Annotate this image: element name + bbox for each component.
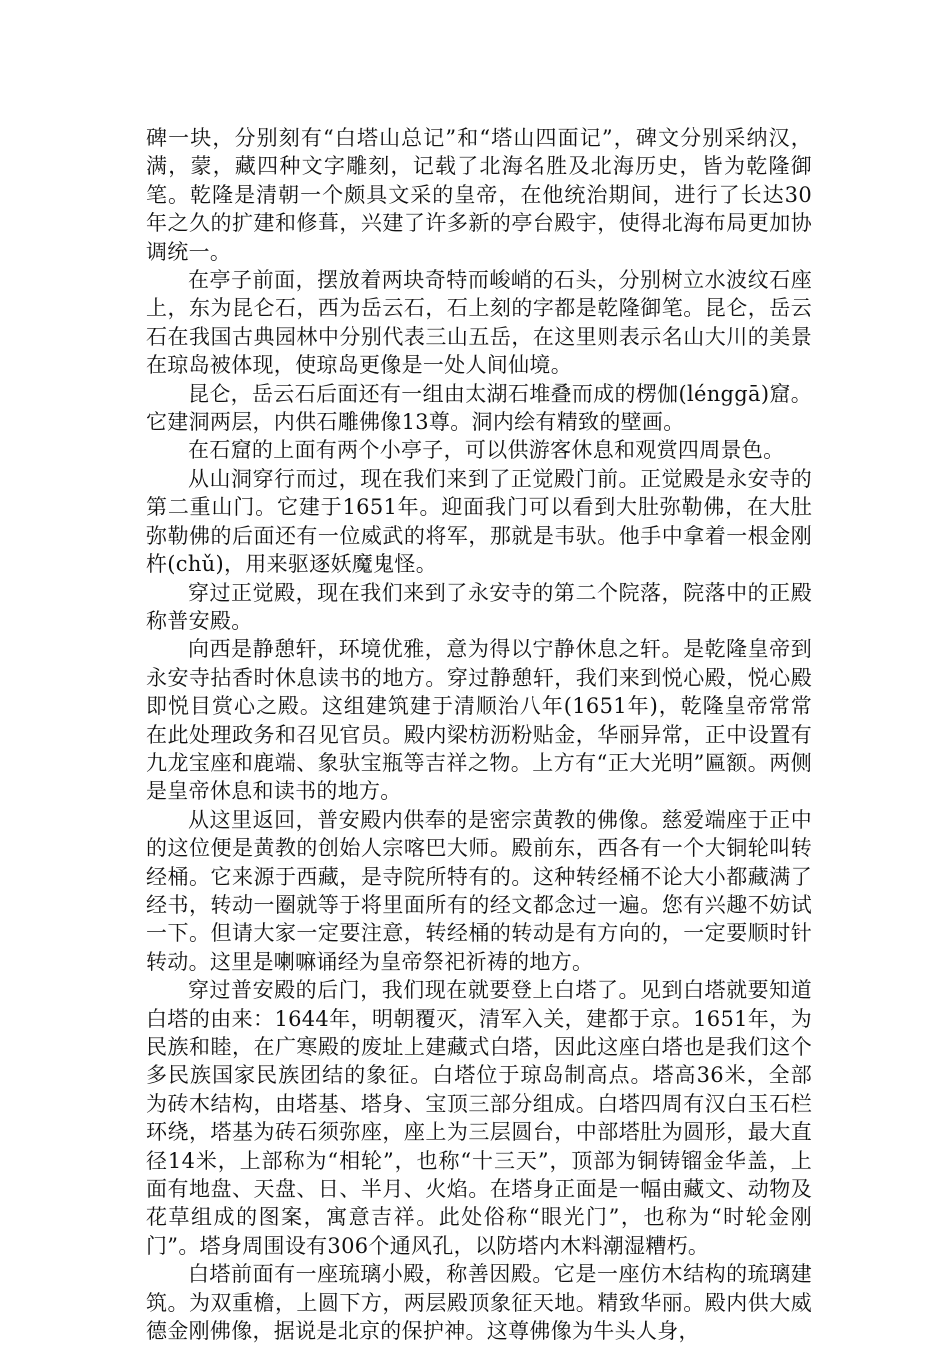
paragraph-10: 白塔前面有一座琉璃小殿，称善因殿。它是一座仿木结构的琉璃建筑。为双重檐，上圆下方，两层殿顶象征天地。精致华丽。殿内供大威德金刚佛像，据说是北京的保护神。这尊佛像为牛头人身，	[146, 1262, 812, 1344]
paragraph-8: 从这里返回，普安殿内供奉的是密宗黄教的佛像。慈爱端座于正中的这位便是黄教的创始人宗喀巴大师。殿前东，西各有一个大铜轮叫转经桶。它来源于西藏，是寺院所特有的。这种转经桶不论大小都藏满了经书，转动一圈就等于将里面所有的经文都念过一遍。您有兴趣不妨试一下。但请大家一定要注意，转经桶的转动是有方向的，一定要顺时针转动。这里是喇嘛诵经为皇帝祭祀祈祷的地方。	[146, 807, 812, 974]
paragraph-3: 昆仑，岳云石后面还有一组由太湖石堆叠而成的楞伽(lénggā)窟。它建洞两层，内供石雕佛像13尊。洞内绘有精致的壁画。	[146, 381, 812, 435]
paragraph-9: 穿过普安殿的后门，我们现在就要登上白塔了。见到白塔就要知道白塔的由来：1644年，明朝覆灭，清军入关，建都于京。1651年，为民族和睦，在广寒殿的废址上建藏式白塔，因此这座白塔也是我们这个多民族国家民族团结的象征。白塔位于琼岛制高点。塔高36米，全部为砖木结构，由塔基、塔身、宝顶三部分组成。白塔四周有汉白玉石栏环绕，塔基为砖石须弥座，座上为三层圆台，中部塔肚为圆形，最大直径14米，上部称为“相轮”，也称“十三天”，顶部为铜铸镏金华盖，上面有地盘、天盘、日、半月、火焰。在塔身正面是一幅由藏文、动物及花草组成的图案，寓意吉祥。此处俗称“眼光门”，也称为“时轮金刚门”。塔身周围设有306个通风孔，以防塔内木料潮湿糟朽。	[146, 978, 812, 1258]
paragraph-7: 向西是静憩轩，环境优雅，意为得以宁静休息之轩。是乾隆皇帝到永安寺拈香时休息读书的地方。穿过静憩轩，我们来到悦心殿，悦心殿即悦目赏心之殿。这组建筑建于清顺治八年(1651年)，乾隆皇帝常常在此处理政务和召见官员。殿内梁枋沥粉贴金，华丽异常，正中设置有九龙宝座和鹿端、象驮宝瓶等吉祥之物。上方有“正大光明”匾额。两侧是皇帝休息和读书的地方。	[146, 637, 812, 804]
paragraph-2: 在亭子前面，摆放着两块奇特而峻峭的石头，分别树立水波纹石座上，东为昆仑石，西为岳云石，石上刻的字都是乾隆御笔。昆仑，岳云石在我国古典园林中分别代表三山五岳，在这里则表示名山大川的美景在琼岛被体现，使琼岛更像是一处人间仙境。	[146, 268, 812, 378]
paragraph-6: 穿过正觉殿，现在我们来到了永安寺的第二个院落，院落中的正殿称普安殿。	[146, 580, 812, 633]
paragraph-4: 在石窟的上面有两个小亭子，可以供游客休息和观赏四周景色。	[188, 438, 785, 463]
document-body	[146, 124, 812, 1345]
paragraph-1: 碑一块，分别刻有“白塔山总记”和“塔山四面记”，碑文分别采纳汉，满，蒙，藏四种文字雕刻，记载了北海名胜及北海历史，皆为乾隆御笔。乾隆是清朝一个颇具文采的皇帝，在他统治期间，进行了长达30年之久的扩建和修葺，兴建了许多新的亭台殿宇，使得北海布局更加协调统一。	[146, 126, 812, 264]
paragraph-5: 从山洞穿行而过，现在我们来到了正觉殿门前。正觉殿是永安寺的第二重山门。它建于1651年。迎面我门可以看到大肚弥勒佛，在大肚弥勒佛的后面还有一位威武的将军，那就是韦驮。他手中拿着一根金刚杵(chǔ)，用来驱逐妖魔鬼怪。	[146, 466, 812, 577]
